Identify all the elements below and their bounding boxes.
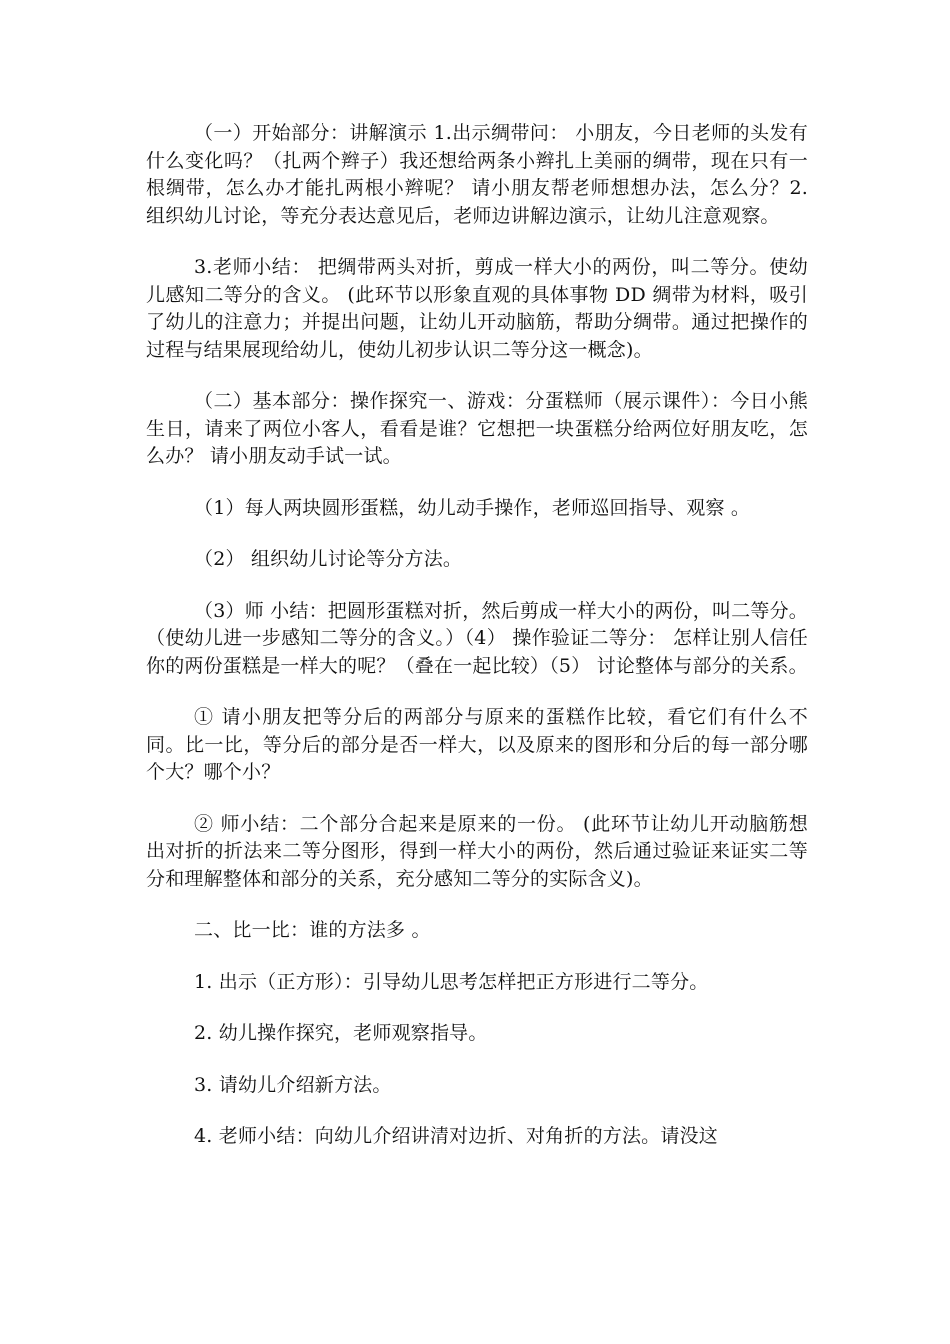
- paragraph-step-2: （2） 组织幼儿讨论等分方法。: [194, 548, 463, 570]
- paragraph-list-1: 1. 出示（正方形）：引导幼儿思考怎样把正方形进行二等分。: [194, 970, 709, 993]
- paragraph-list-3: 3. 请幼儿介绍新方法。: [194, 1073, 392, 1096]
- paragraph-teacher-summary: 3.老师小结： 把绸带两头对折，剪成一样大小的两份，叫二等分。使幼儿感知二等分的含义。 (此环节以形象直观的具体事物 DD 绸带为材料，吸引了幼儿的注意力；并提出问题，让幼儿开动脑筋，帮助分绸带。通过把操作的过程与结果展现给幼儿，使幼儿初步认识二等分这一概念)。: [146, 256, 808, 361]
- paragraph-summary-two: ② 师小结：二个部分合起来是原来的一份。 (此环节让幼儿开动脑筋想出对折的折法来二等分图形，得到一样大小的两份，然后通过验证来证实二等分和理解整体和部分的关系，充分感知二等分的实际含义)。: [146, 812, 808, 890]
- paragraph-intro-demo: （一）开始部分：讲解演示 1.出示绸带问： 小朋友，今日老师的头发有什么变化吗？（扎两个辫子）我还想给两条小辫扎上美丽的绸带，现在只有一根绸带，怎么办才能扎两根小辫呢？ 请小朋友帮老师想想办法，怎么分？2. 组织幼儿讨论，等充分表达意见后，老师边讲解边演示，让幼儿注意观察。: [146, 122, 808, 227]
- paragraph-basic-part: （二）基本部分：操作探究一、游戏：分蛋糕师（展示课件）：今日小熊生日，请来了两位小客人，看看是谁？它想把一块蛋糕分给两位好朋友吃，怎么办？ 请小朋友动手试一试。: [146, 390, 808, 467]
- paragraph-step-3: （3）师 小结：把圆形蛋糕对折，然后剪成一样大小的两份，叫二等分。（使幼儿进一步感知二等分的含义。）（4） 操作验证二等分： 怎样让别人信任你的两份蛋糕是一样大的呢？（叠在一起比较）（5） 讨论整体与部分的关系。: [146, 599, 808, 677]
- paragraph-section-two: 二、比一比：谁的方法多 。: [194, 919, 431, 941]
- paragraph-compare: ① 请小朋友把等分后的两部分与原来的蛋糕作比较，看它们有什么不同。比一比，等分后的部分是否一样大，以及原来的图形和分后的每一部分哪个大？哪个小？: [146, 706, 808, 783]
- paragraph-step-1: （1）每人两块圆形蛋糕，幼儿动手操作，老师巡回指导、观察 。: [194, 496, 751, 519]
- document-body: [146, 120, 808, 1175]
- paragraph-list-4: 4. 老师小结：向幼儿介绍讲清对边折、对角折的方法。请没这: [194, 1125, 718, 1147]
- paragraph-list-2: 2. 幼儿操作探究，老师观察指导。: [194, 1022, 488, 1044]
